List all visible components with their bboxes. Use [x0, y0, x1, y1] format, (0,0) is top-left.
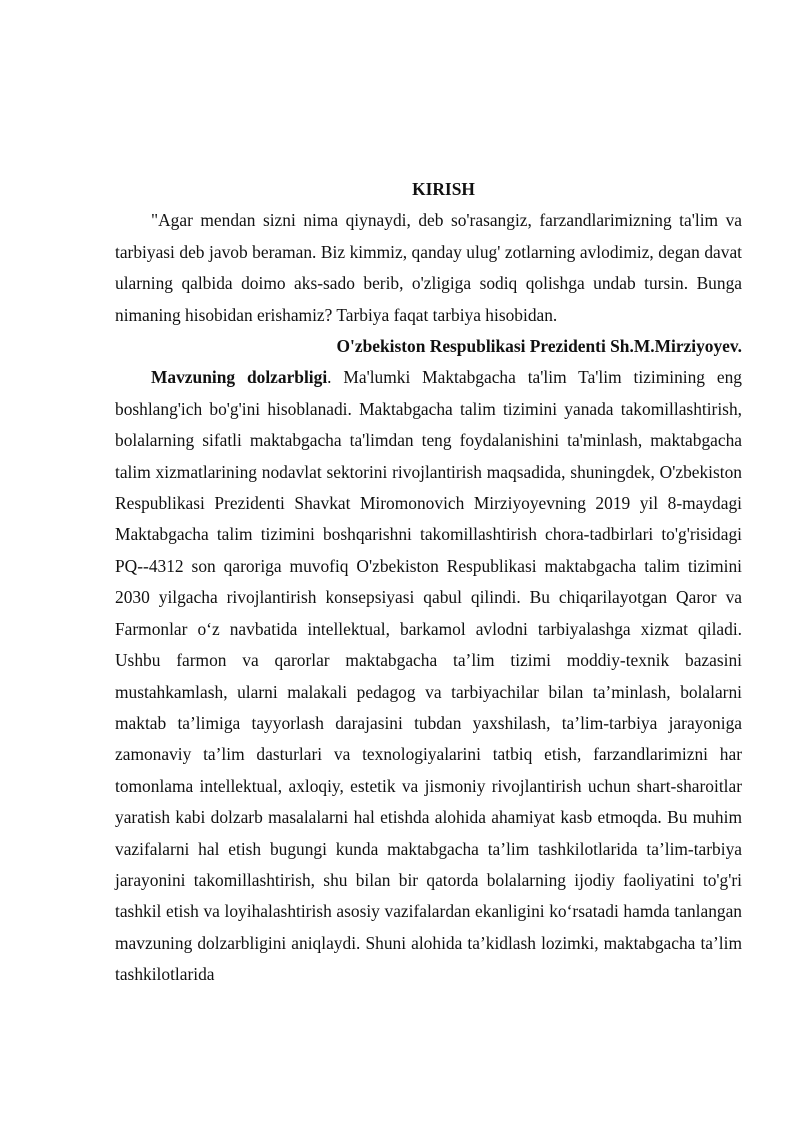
relevance-text: . Ma'lumki Maktabgacha ta'lim Ta'lim tizimining eng boshlang'ich bo'g'ini hisoblanadi. Maktabgacha talim tizimini yanada takomillashtirish, bolalarning sifatli maktabgacha ta'limdan teng foydalanishini ta'minlash, maktabgacha talim xizmatlarining nodavlat sektorini rivojlantirish maqsadida, shuningdek, O'zbekiston Respublikasi Prezidenti Shavkat Miromonovich Mirziyoyevning 2019 yil 8-maydagi Maktabgacha talim tizimini boshqarishni takomillashtirish chora-tadbirlari to'g'risidagi PQ--4312 son qaroriga muvofiq O'zbekiston Respublikasi maktabgacha talim tizimini 2030 yilgacha rivojlantirish konsepsiyasi qabul qilindi. Bu chiqarilayotgan Qaror va Farmonlar o‘z navbatida intellektual, barkamol avlodni tarbiyalashga xizmat qiladi. Ushbu farmon va qarorlar maktabgacha ta’lim tizimi moddiy-texnik bazasini mustahkamlash, ularni malakali pedagog va tarbiyachilar bilan ta’minlash, bolalarni maktab ta’limiga tayyorlash darajasini tubdan yaxshilash, ta’lim-tarbiya jarayoniga zamonaviy ta’lim dasturlari va texnologiyalarini tatbiq etish, farzandlarimizni har tomonlama intellektual, axloqiy, estetik va jismoniy rivojlantirish uchun shart-sharoitlar yaratish kabi dolzarb masalalarni hal etishda alohida ahamiyat kasb etmoqda. Bu muhim vazifalarni hal etish bugungi kunda maktabgacha ta’lim tashkilotlarida ta’lim-tarbiya jarayonini takomillashtirish, shu bilan bir qatorda bolalarning ijodiy faoliyatini to'g'ri tashkil etish va loyihalashtirish asosiy vazifalardan ekanligini ko‘rsatadi hamda tanlangan mavzuning dolzarbligini aniqlaydi. Shuni alohida ta’kidlash lozimki, maktabgacha ta’lim tashkilotlarida	[115, 367, 742, 985]
epigraph-quote: "Agar mendan sizni nima qiynaydi, deb so'rasangiz, farzandlarimizning ta'lim va tarbiyasi deb javob beraman. Biz kimmiz, qanday ulug' zotlarning avlodimiz, degan davat ularning qalbida doimo aks-sado berib, o'zligiga sodiq qolishga undab tursin. Bunga nimaning hisobidan erishamiz? Tarbiya faqat tarbiya hisobidan.	[115, 210, 742, 325]
section-heading: KIRISH	[412, 179, 475, 199]
quote-attribution: O'zbekiston Respublikasi Prezidenti Sh.M.Mirziyoyev.	[336, 336, 742, 357]
relevance-paragraph	[115, 362, 742, 990]
document-page	[115, 174, 742, 991]
relevance-label: Mavzuning dolzarbligi	[151, 367, 328, 388]
